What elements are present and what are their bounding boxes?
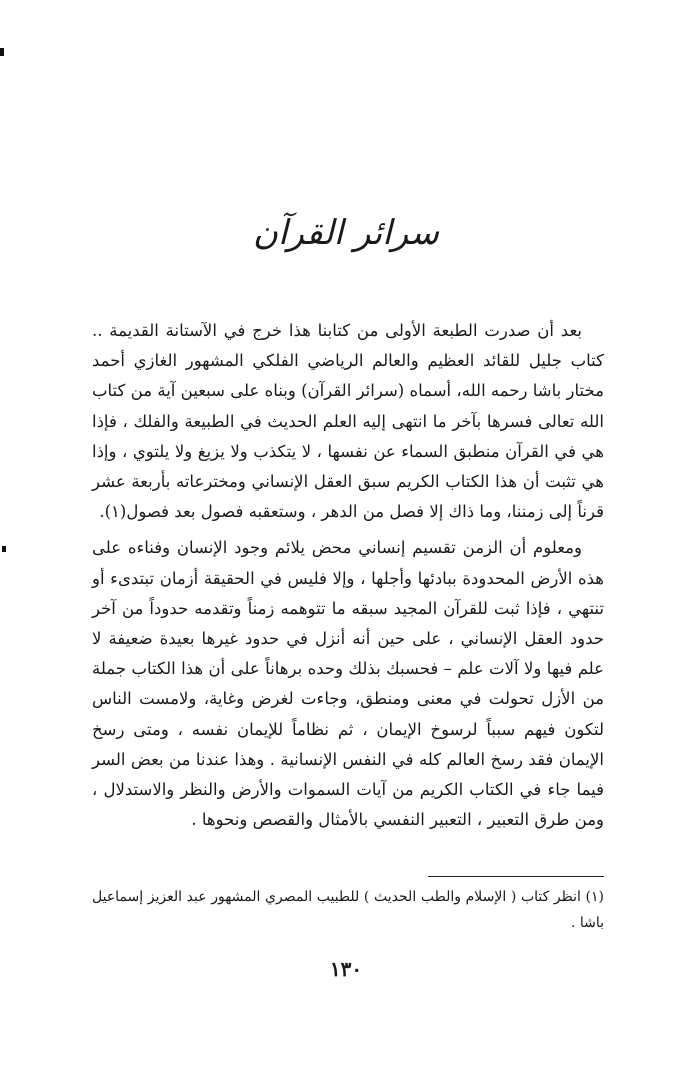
footnote-divider — [428, 876, 604, 877]
page-number: ١٣٠ — [329, 957, 363, 981]
footnote: (١) انظر كتاب ( الإسلام والطب الحديث ) للطبيب المصري المشهور عبد العزيز إسماعيل باشا . — [92, 889, 604, 931]
chapter-title: سرائر القرآن — [253, 213, 439, 253]
scan-edge-mark — [2, 546, 6, 552]
body-text — [92, 316, 604, 835]
paragraph: بعد أن صدرت الطبعة الأولى من كتابنا هذا خرج في الآستانة القديمة .. كتاب جليل للقائد العظيم والعالم الرياضي الفلكي المشهور الغازي أحمد مختار باشا رحمه الله، أسماه (سرائر القرآن) وبناه على سبعين آية من كتاب الله تعالى فسرها بآخر ما انتهى إليه العلم الحديث في الطبيعة والفلك ، فإذا هي في القرآن منطبق السماء عن نفسها ، لا يتكذب ولا يزيغ ولا يلتوي ، وإذا هي تثبت أن هذا الكتاب الكريم سبق العقل الإنساني ومخترعاته بأربعة عشر قرناً إلى زمننا، وما ذاك إلا فصل من الدهر ، وستعقبه فصول بعد فصول(١). — [92, 321, 604, 522]
scan-edge-mark — [0, 48, 4, 56]
paragraph: ومعلوم أن الزمن تقسيم إنساني محض يلائم وجود الإنسان وفناءه على هذه الأرض المحدودة ببادئها وأجلها ، وإلا فليس في الحقيقة أزمان تبتدىء أو تنتهي ، فإذا ثبت للقرآن المجيد سبقه ما تتوهمه زمناً وتقدمه حدوداً من آخر حدود العقل الإنساني ، على حين أنه أنزل في حدود غيرها بعيدة ضعيفة لا علم فيها ولا آلات علم – فحسبك بذلك وحده برهاناً على أن هذا الكتاب جملة من الأزل تحولت في معنى ومنطق، وجاءت لغرض وغاية، ولامست الناس لتكون فيهم سبباً لرسوخ الإيمان ، ثم نظاماً للإيمان نفسه ، ومتى رسخ الإيمان فقد رسخ العالم كله في النفس الإنسانية . وهذا عندنا من بعض السر فيما جاء في الكتاب الكريم من آيات السموات والأرض والنظر والاستدلال ، ومن طرق التعبير ، التعبير النفسي بالأمثال والقصص ونحوها . — [92, 538, 604, 830]
